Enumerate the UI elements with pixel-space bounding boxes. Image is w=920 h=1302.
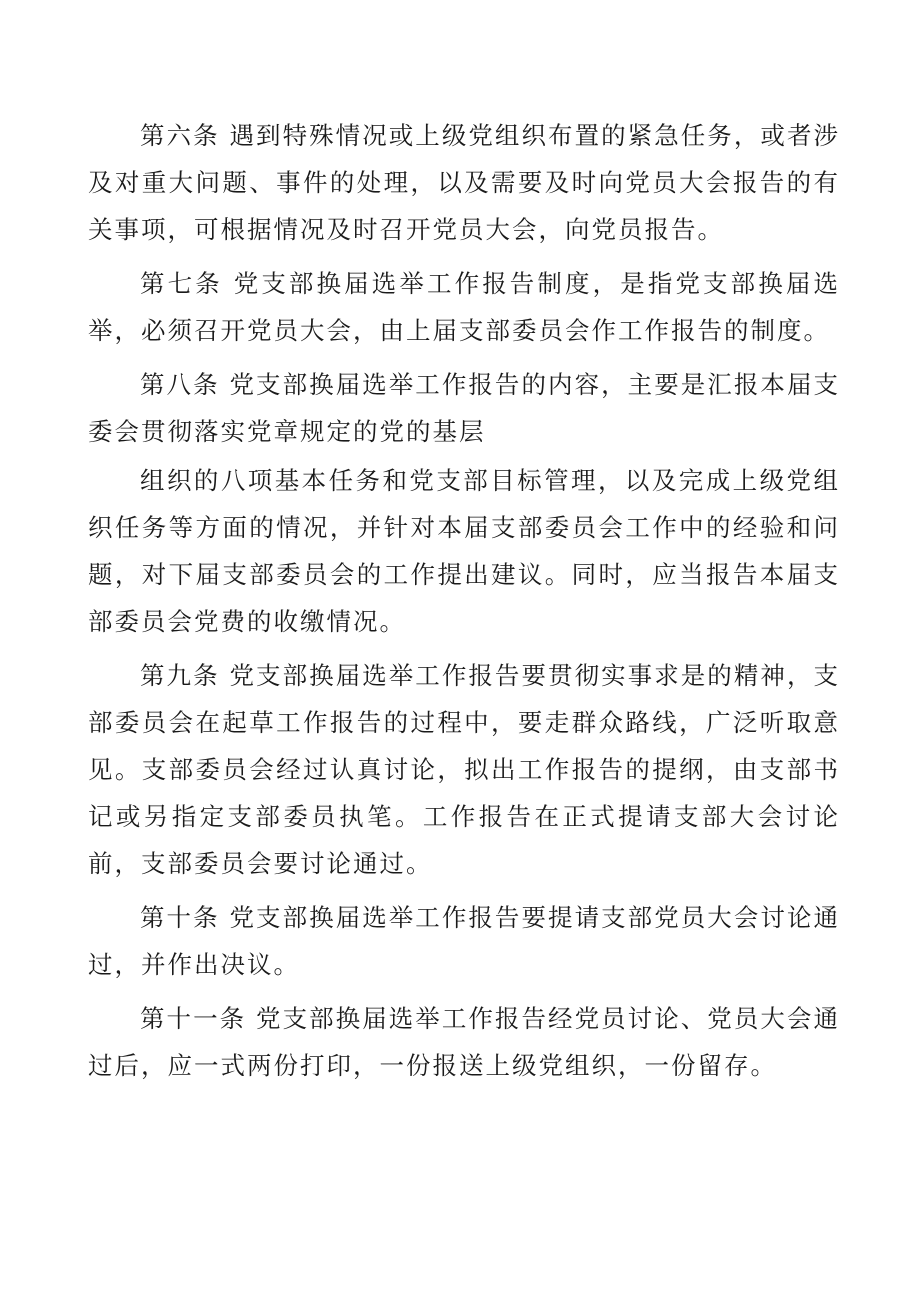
article-10-paragraph: 第十条 党支部换届选举工作报告要提请支部党员大会讨论通过，并作出决议。 <box>88 903 840 979</box>
article-7-paragraph: 第七条 党支部换届选举工作报告制度，是指党支部换届选举，必须召开党员大会，由上届支部委员会作工作报告的制度。 <box>88 269 840 345</box>
article-6-paragraph: 第六条 遇到特殊情况或上级党组织布置的紧急任务，或者涉及对重大问题、事件的处理，以及需要及时向党员大会报告的有关事项，可根据情况及时召开党员大会，向党员报告。 <box>88 121 840 244</box>
article-8-continuation-paragraph: 组织的八项基本任务和党支部目标管理，以及完成上级党组织任务等方面的情况，并针对本届支部委员会工作中的经验和问题，对下届支部委员会的工作提出建议。同时，应当报告本届支部委员会党费的收缴情况。 <box>88 466 840 636</box>
document-body <box>88 112 840 1096</box>
article-8-paragraph: 第八条 党支部换届选举工作报告的内容，主要是汇报本届支委会贯彻落实党章规定的党的基层 <box>88 370 840 446</box>
article-11-paragraph: 第十一条 党支部换届选举工作报告经党员讨论、党员大会通过后，应一式两份打印，一份报送上级党组织，一份留存。 <box>88 1004 840 1080</box>
article-9-paragraph: 第九条 党支部换届选举工作报告要贯彻实事求是的精神，支部委员会在起草工作报告的过程中，要走群众路线，广泛听取意见。支部委员会经过认真讨论，拟出工作报告的提纲，由支部书记或另指定支部委员执笔。工作报告在正式提请支部大会讨论前，支部委员会要讨论通过。 <box>88 661 840 878</box>
